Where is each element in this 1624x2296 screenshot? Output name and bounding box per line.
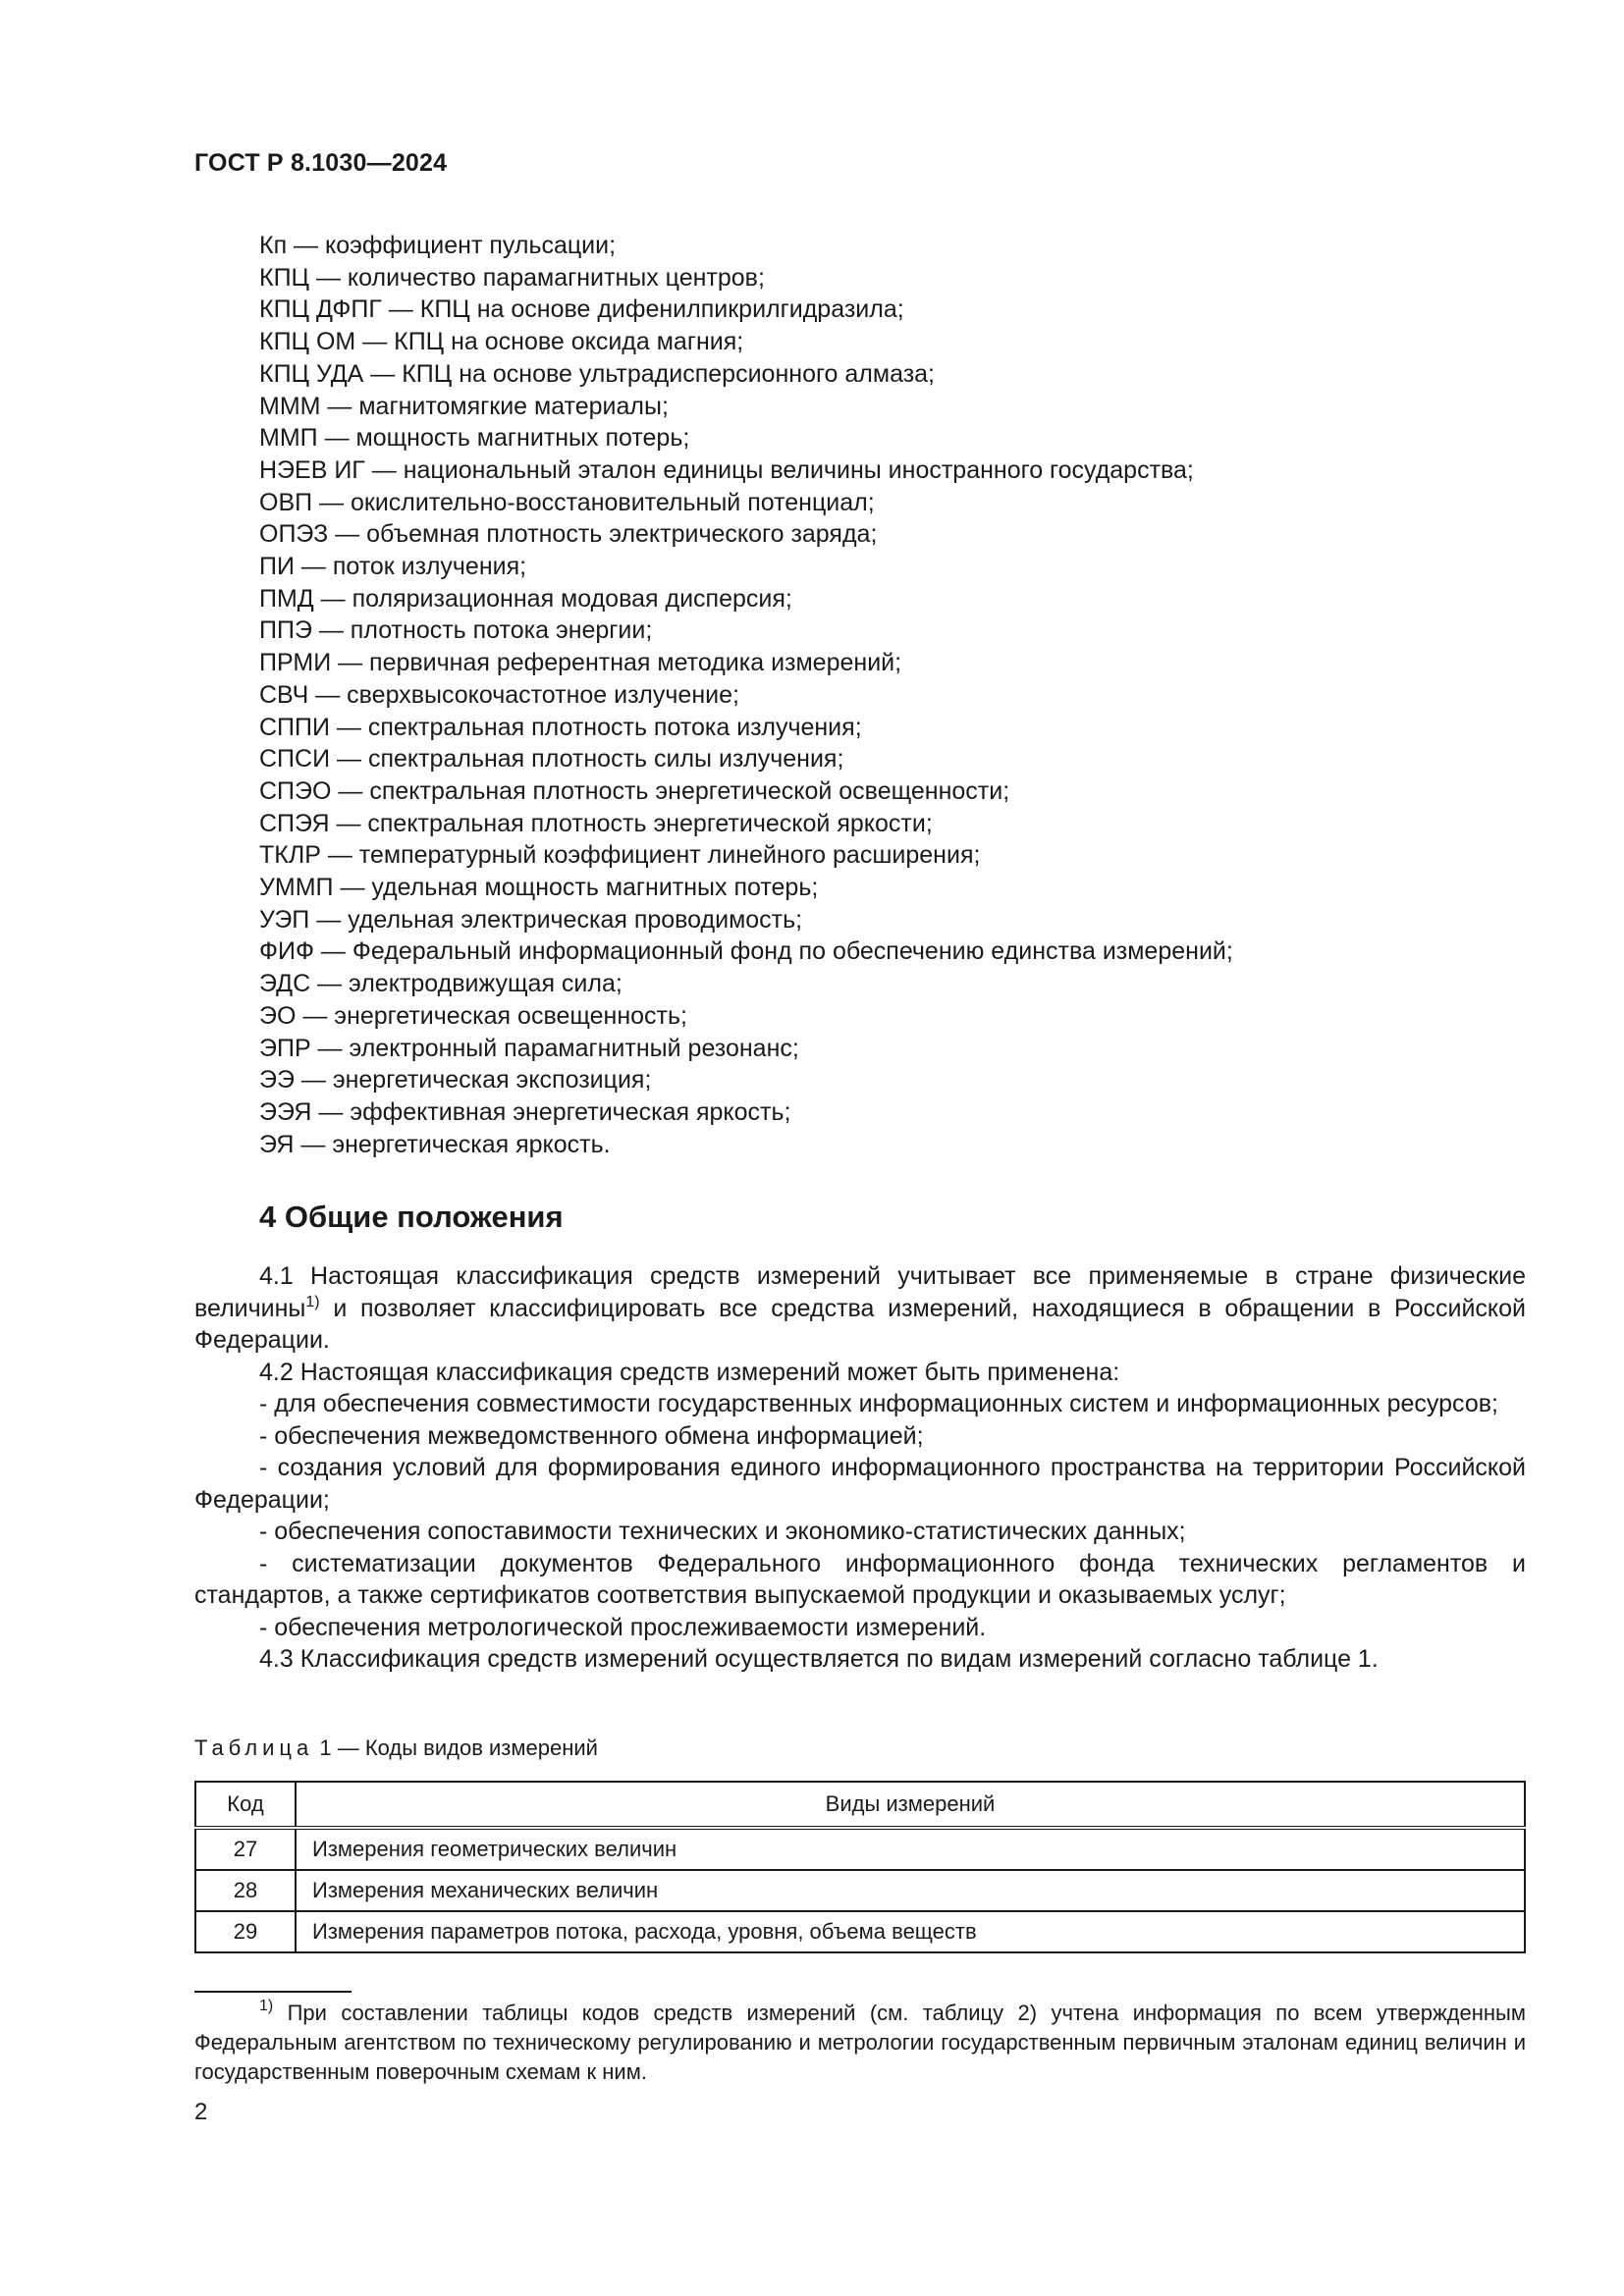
list-item: СПЭО — спектральная плотность энергетической освещенности;: [259, 776, 1010, 805]
list-item: СВЧ — сверхвысокочастотное излучение;: [259, 680, 739, 709]
table-caption: [194, 1735, 598, 1761]
list-item: ОПЭЗ — объемная плотность электрического заряда;: [259, 520, 878, 549]
table-cell-code: 28: [195, 1870, 296, 1911]
list-item: ЭО — энергетическая освещенность;: [259, 1001, 687, 1030]
list-item: ЭДС — электродвижущая сила;: [259, 970, 623, 998]
list-item: МММ — магнитомягкие материалы;: [259, 392, 669, 420]
list-item: ФИФ — Федеральный информационный фонд по обеспечению единства измерений;: [259, 937, 1233, 966]
table-caption-label: Таблица: [194, 1735, 314, 1760]
list-item: ПИ — поток излучения;: [259, 553, 527, 581]
list-item: УММП — удельная мощность магнитных потерь;: [259, 874, 819, 902]
page-number: 2: [194, 2099, 208, 2125]
list-item: КПЦ ДФПГ — КПЦ на основе дифенилпикрилгидразила;: [259, 295, 904, 324]
list-item: ОВП — окислительно-восстановительный потенциал;: [259, 488, 875, 516]
list-item: КПЦ УДА — КПЦ на основе ультрадисперсионного алмаза;: [259, 359, 936, 388]
table-row: [195, 1911, 1525, 1952]
paragraph: - обеспечения межведомственного обмена информацией;: [259, 1421, 924, 1450]
list-item: ТКЛР — температурный коэффициент линейного расширения;: [259, 841, 981, 870]
list-item: ЭЯ — энергетическая яркость.: [259, 1130, 611, 1158]
footnote-marker: 1): [259, 1998, 274, 2014]
table-cell-name: Измерения геометрических величин: [296, 1828, 1525, 1870]
list-item: ЭЭЯ — эффективная энергетическая яркость;: [259, 1097, 791, 1126]
abbreviation-list: [259, 230, 1233, 1160]
table-cell-code: 29: [195, 1911, 296, 1952]
list-item: СПЭЯ — спектральная плотность энергетической яркости;: [259, 809, 933, 837]
table-header-row: [195, 1782, 1525, 1828]
paragraph-text: и позволяет классифицировать все средства измерений, находящиеся в обращении в Российской Федерации.: [194, 1294, 1526, 1354]
section-body: [194, 1260, 1526, 1676]
table-cell-code: 27: [195, 1828, 296, 1870]
footnote-text: При составлении таблицы кодов средств измерений (см. таблицу 2) учтена информация по всем утвержденным Федеральным агентством по техническому регулированию и метрологии государственным первичным эталонам единиц величин и государственным поверочным схемам к ним.: [194, 2001, 1526, 2084]
paragraph-text: 4.1 Настоящая классификация средств измерений учитывает все применяемые в стране физические величины: [194, 1262, 1526, 1322]
list-item: КПЦ — количество парамагнитных центров;: [259, 263, 765, 292]
table-cell-name: Измерения механических величин: [296, 1870, 1525, 1911]
paragraph: - обеспечения метрологической прослеживаемости измерений.: [259, 1613, 987, 1641]
list-item: ПМД — поляризационная модовая дисперсия;: [259, 584, 792, 613]
table-row: [195, 1828, 1525, 1870]
paragraph-4-1: [194, 1260, 1526, 1357]
list-item: ЭЭ — энергетическая экспозиция;: [259, 1066, 652, 1095]
table-caption-text: 1 — Коды видов измерений: [313, 1735, 598, 1760]
list-item: УЭП — удельная электрическая проводимость;: [259, 905, 803, 934]
list-item: НЭЕВ ИГ — национальный эталон единицы величины иностранного государства;: [259, 455, 1194, 484]
footnote-reference[interactable]: 1): [305, 1293, 320, 1310]
list-item: ММП — мощность магнитных потерь;: [259, 424, 690, 453]
list-item: СПСИ — спектральная плотность силы излучения;: [259, 745, 844, 774]
column-header-kind: Виды измерений: [296, 1782, 1525, 1828]
paragraph: - создания условий для формирования единого информационного пространства на территории Российской Федерации;: [194, 1454, 1526, 1514]
list-item: ЭПР — электронный парамагнитный резонанс;: [259, 1034, 799, 1062]
table-row: [195, 1870, 1525, 1911]
document-code-header: ГОСТ Р 8.1030—2024: [194, 149, 448, 177]
paragraph: - систематизации документов Федерального информационного фонда технических регламентов и стандартов, а также сертификатов соответствия выпускаемой продукции и оказываемых услуг;: [194, 1549, 1526, 1609]
paragraph: 4.2 Настоящая классификация средств измерений может быть применена:: [259, 1358, 1120, 1386]
paragraph: - для обеспечения совместимости государственных информационных систем и информационных ресурсов;: [259, 1390, 1498, 1417]
list-item: Кп — коэффициент пульсации;: [259, 232, 617, 259]
paragraph: 4.3 Классификация средств измерений осуществляется по видам измерений согласно таблице 1.: [259, 1645, 1379, 1673]
list-item: КПЦ ОМ — КПЦ на основе оксида магния;: [259, 328, 744, 356]
column-header-code: Код: [195, 1782, 296, 1828]
table-cell-name: Измерения параметров потока, расхода, уровня, объема веществ: [296, 1911, 1525, 1952]
list-item: СППИ — спектральная плотность потока излучения;: [259, 713, 862, 741]
section-title: 4 Общие положения: [259, 1200, 564, 1234]
list-item: ППЭ — плотность потока энергии;: [259, 616, 653, 645]
footnote: [194, 1999, 1526, 2087]
footnote-divider: [194, 1991, 352, 1993]
paragraph: - обеспечения сопоставимости технических и экономико-статистических данных;: [259, 1518, 1186, 1545]
list-item: ПРМИ — первичная референтная методика измерений;: [259, 649, 902, 677]
measurement-codes-table: [194, 1781, 1526, 1953]
